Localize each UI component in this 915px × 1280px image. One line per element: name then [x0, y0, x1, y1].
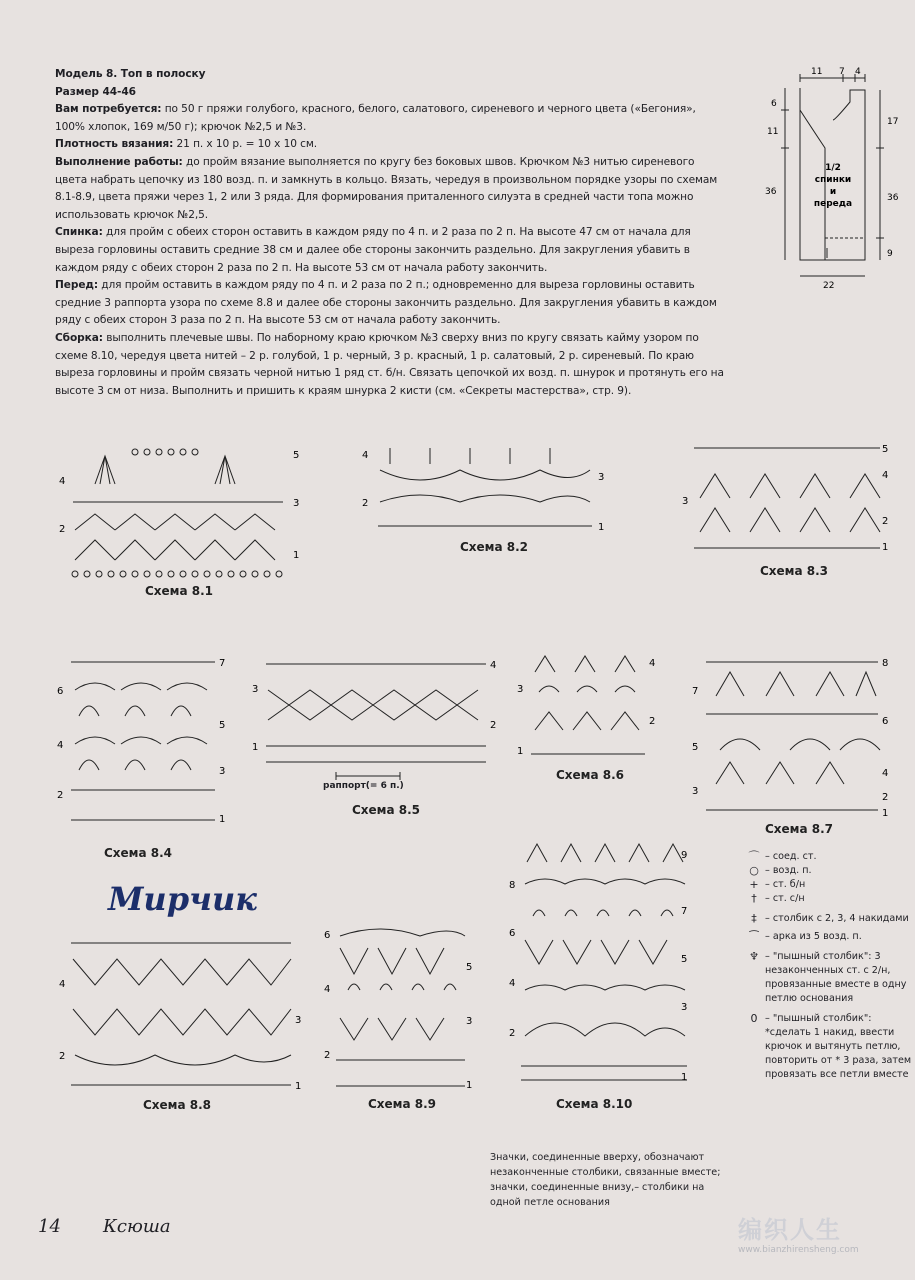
paragraph-materials: Вам потребуется: по 50 г пряжи голубого, красного, белого, салатового, сиреневого и черного цвета («Бегония», 100% хлопок, 169 м/50 г); крючок №2,5 и №3. — [55, 103, 696, 133]
svg-text:2: 2 — [59, 1051, 66, 1062]
svg-text:5: 5 — [692, 742, 699, 753]
pattern-label-1: 1/2 — [825, 163, 841, 173]
svg-text:4: 4 — [490, 660, 497, 671]
scheme-8-10-chart — [505, 840, 705, 1090]
svg-text:4: 4 — [59, 979, 66, 990]
scheme-8-9-caption: Схема 8.9 — [368, 1097, 437, 1111]
svg-text:6: 6 — [509, 928, 516, 939]
watermark-logo: 编织人生 — [738, 1216, 842, 1244]
legend-item: ⁀ – арка из 5 возд. п. — [745, 930, 915, 944]
svg-text:7: 7 — [219, 658, 226, 669]
svg-text:1: 1 — [882, 808, 889, 819]
svg-text:2: 2 — [324, 1050, 331, 1061]
svg-text:2: 2 — [882, 516, 889, 527]
dim-right-1: 17 — [887, 117, 899, 127]
svg-text:2: 2 — [649, 716, 656, 727]
svg-text:1: 1 — [219, 814, 226, 825]
svg-text:2: 2 — [59, 524, 66, 535]
svg-text:3: 3 — [692, 786, 699, 797]
svg-text:2: 2 — [57, 790, 64, 801]
paragraph-gauge: Плотность вязания: 21 п. х 10 р. = 10 х 10 см. — [55, 138, 318, 151]
scheme-8-10-caption: Схема 8.10 — [556, 1097, 633, 1111]
svg-text:8: 8 — [882, 658, 889, 669]
scheme-8-3-caption: Схема 8.3 — [760, 564, 829, 578]
scheme-8-6-chart — [515, 650, 665, 760]
watermark-url: www.bianzhirensheng.com — [738, 1245, 859, 1255]
cluster-stitch-icon: ♆ — [749, 950, 759, 963]
svg-text:4: 4 — [57, 740, 64, 751]
svg-text:3: 3 — [598, 472, 605, 483]
scheme-8-1-chart — [55, 440, 305, 580]
scheme-8-2-chart — [360, 440, 610, 540]
svg-text:1: 1 — [882, 542, 889, 553]
puff-stitch-icon: 0 — [750, 1012, 758, 1025]
svg-text:4: 4 — [509, 978, 516, 989]
model-title: Модель 8. Топ в полоску — [55, 68, 206, 80]
svg-text:2: 2 — [362, 498, 369, 509]
dim-right-2: 36 — [887, 193, 899, 203]
svg-text:1: 1 — [466, 1080, 473, 1091]
svg-text:3: 3 — [682, 496, 689, 507]
signature: Мирчик — [108, 880, 257, 918]
svg-text:1: 1 — [681, 1072, 688, 1083]
dim-top-2: 7 — [839, 67, 845, 77]
pattern-diagram — [755, 60, 915, 300]
svg-text:4: 4 — [882, 470, 889, 481]
svg-text:1: 1 — [252, 742, 259, 753]
svg-text:3: 3 — [219, 766, 226, 777]
svg-text:4: 4 — [649, 658, 656, 669]
slip-stitch-icon: ⌒ — [748, 850, 760, 863]
svg-text:4: 4 — [362, 450, 369, 461]
dim-top-1: 11 — [811, 67, 823, 77]
model-size: Размер 44-46 — [55, 85, 136, 98]
dim-top-3: 4 — [855, 67, 861, 77]
double-crochet-icon: † — [751, 892, 757, 905]
pattern-label-2: спинки — [814, 175, 852, 185]
dim-left-2: 11 — [767, 127, 779, 137]
dim-right-3: 9 — [887, 249, 893, 259]
row-chains — [72, 571, 282, 577]
legend-item: ⌒ – соед. ст. — [745, 850, 915, 864]
legend-item: ○ – возд. п. — [745, 864, 915, 878]
scheme-8-4-chart — [55, 650, 235, 830]
watermark — [738, 1210, 908, 1255]
magazine-name: Ксюша — [103, 1216, 171, 1237]
symbols-note: Значки, соединенные вверху, обозначают незаконченные столбики, связанные вместе; значки, соединенные внизу,– столбики на одной петле основания — [490, 1152, 721, 1208]
svg-text:4: 4 — [324, 984, 331, 995]
svg-text:3: 3 — [295, 1015, 302, 1026]
pattern-label-3: и — [829, 187, 837, 197]
svg-text:1: 1 — [293, 550, 300, 561]
svg-text:3: 3 — [293, 498, 300, 509]
svg-text:5: 5 — [293, 450, 300, 461]
scheme-8-5-caption: Схема 8.5 — [352, 803, 421, 817]
svg-text:1: 1 — [598, 522, 605, 533]
scheme-8-5-chart — [250, 650, 500, 800]
paragraph-front: Перед: для пройм оставить в каждом ряду по 4 п. и 2 раза по 2 п.; одновременно для выреза горловины оставить средние 3 раппорта узора по схеме 8.8 и далее обе стороны закончить раздельно. Для закругления убавить в каждом ряду с обеих сторон 3 раза по 2 п. На высоте 53 см от начала работу закончить. — [55, 279, 717, 327]
svg-text:5: 5 — [219, 720, 226, 731]
svg-text:1: 1 — [517, 746, 524, 757]
page-number: 14 — [38, 1216, 61, 1237]
svg-text:7: 7 — [681, 906, 688, 917]
scheme-8-7-caption: Схема 8.7 — [765, 822, 834, 836]
scheme-8-7-chart — [690, 650, 895, 820]
svg-text:2: 2 — [509, 1028, 516, 1039]
scheme-8-2-caption: Схема 8.2 — [460, 540, 529, 554]
scheme-8-9-chart — [320, 918, 480, 1098]
svg-text:2: 2 — [882, 792, 889, 803]
svg-text:3: 3 — [252, 684, 259, 695]
dim-left-3: 36 — [765, 187, 777, 197]
svg-text:6: 6 — [324, 930, 331, 941]
svg-text:9: 9 — [681, 850, 688, 861]
legend-item: ‡ – столбик с 2, 3, 4 накидами — [745, 912, 915, 926]
paragraph-work: Выполнение работы: до пройм вязание выполняется по кругу без боковых швов. Крючком №3 нитью сиреневого цвета набрать цепочку из 180 возд. п. и замкнуть в кольцо. Вязать, чередуя в произвольном порядке узоры по схемам 8.1-8.9, цвета пряжи через 1, 2 или 3 ряда. Для формирования приталенного силуэта в средней части топа можно использовать крючок №2,5. — [55, 155, 718, 221]
dim-bottom: 22 — [823, 281, 835, 291]
scheme-8-4-caption: Схема 8.4 — [104, 846, 173, 860]
scheme-8-8-chart — [55, 935, 310, 1095]
svg-text:3: 3 — [517, 684, 524, 695]
legend-item: ♆ – "пышный столбик": 3 незаконченных ст. с 2/н, провязанные вместе в одну петлю основания — [745, 950, 915, 1006]
legend — [745, 850, 915, 1082]
legend-item: + – ст. б/н — [745, 878, 915, 892]
svg-text:4: 4 — [59, 476, 66, 487]
svg-text:3: 3 — [681, 1002, 688, 1013]
svg-text:5: 5 — [466, 962, 473, 973]
dim-left-1: 6 — [771, 99, 777, 109]
svg-text:2: 2 — [490, 720, 497, 731]
multi-yarnover-stitch-icon: ‡ — [751, 912, 757, 925]
scheme-8-3-chart — [680, 438, 895, 558]
svg-text:3: 3 — [466, 1016, 473, 1027]
arch-chain-icon: ⁀ — [749, 930, 759, 943]
chain-icon: ○ — [749, 864, 759, 877]
svg-text:6: 6 — [57, 686, 64, 697]
single-crochet-icon: + — [749, 878, 759, 891]
svg-text:1: 1 — [295, 1081, 302, 1092]
svg-text:6: 6 — [882, 716, 889, 727]
scheme-8-6-caption: Схема 8.6 — [556, 768, 625, 782]
pattern-label-4: переда — [813, 199, 853, 209]
svg-text:7: 7 — [692, 686, 699, 697]
svg-text:5: 5 — [882, 444, 889, 455]
scheme-8-8-caption: Схема 8.8 — [143, 1098, 212, 1112]
legend-item: 0 – "пышный столбик": *сделать 1 накид, ввести крючок и вытянуть петлю, повторить от * 3 раза, затем провязать все петли вместе — [745, 1012, 915, 1082]
paragraph-assembly: Сборка: выполнить плечевые швы. По наборному краю крючком №3 сверху вниз по кругу связать кайму узором по схеме 8.10, чередуя цвета нитей – 2 р. голубой, 1 р. черный, 3 р. красный, 1 р. салатовый, 2 р. сиреневый. По краю выреза горловины и пройм связать черной нитью 1 ряд ст. б/н. Связать цепочкой их возд. п. шнурок и протянуть его на высоте 3 см от низа. Выполнить и пришить к краям шнурка 2 кисти (см. «Секреты мастерства», стр. 9). — [55, 331, 724, 397]
instructions-text — [55, 66, 725, 400]
legend-item: † – ст. с/н — [745, 892, 915, 906]
svg-text:5: 5 — [681, 954, 688, 965]
paragraph-back: Спинка: для пройм с обеих сторон оставить в каждом ряду по 4 п. и 2 раза по 2 п. На высоте 47 см от начала для выреза горловины оставить средние 38 см и далее обе стороны закончить раздельно. Для закругления убавить в каждом ряду с обеих сторон 2 раза по 2 п. На высоте 53 см от начала работу закончить. — [55, 226, 691, 274]
scheme-8-1-caption: Схема 8.1 — [145, 584, 214, 598]
rapport-label: раппорт(= 6 п.) — [323, 781, 404, 791]
svg-text:8: 8 — [509, 880, 516, 891]
svg-text:4: 4 — [882, 768, 889, 779]
